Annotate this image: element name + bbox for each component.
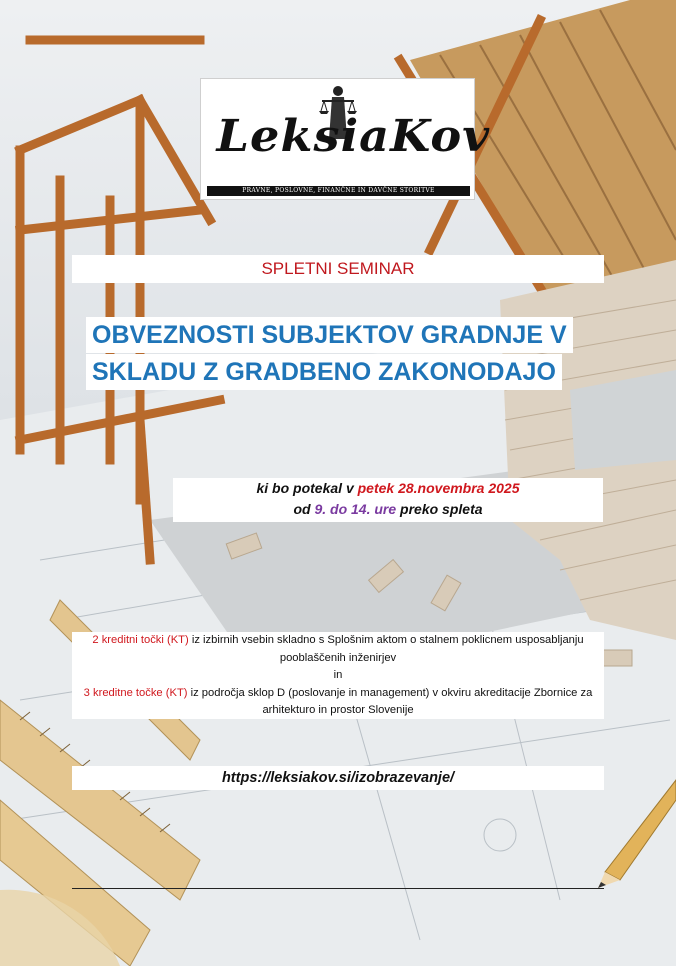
- schedule-from: od: [293, 501, 315, 517]
- credits-item-engineers: [72, 632, 604, 667]
- registration-link[interactable]: https://leksiakov.si/izobrazevanje/: [72, 766, 604, 790]
- logo: [200, 78, 491, 200]
- schedule-suffix: preko spleta: [396, 501, 483, 517]
- credits-text-a: iz izbirnih vsebin skladno s Splošnim aktom o stalnem poklicnem usposabljanju pooblaščenih inženirjev: [188, 634, 584, 664]
- schedule-date: petek 28.novembra 2025: [357, 480, 520, 496]
- schedule-hours-line: [173, 499, 603, 520]
- logo-tagline: PRAVNE, POSLOVNE, FINANČNE IN DAVČNE STORITVE: [207, 186, 470, 196]
- credits-item-architects: [72, 685, 604, 720]
- schedule-prefix: ki bo potekal v: [256, 480, 358, 496]
- schedule-box: [173, 478, 603, 522]
- credits-highlight-b: 3 kreditne točke (KT): [83, 686, 188, 699]
- credits-text-b: iz področja sklop D (poslovanje in management) v okviru akreditacije Zbornice za arhitekturo in prostor Slovenije: [187, 686, 593, 716]
- bottom-divider: [72, 888, 604, 889]
- logo-wordmark: LeksiaKov: [216, 111, 491, 162]
- title-line-2: SKLADU Z GRADBENO ZAKONODAJO: [86, 354, 562, 390]
- seminar-label: SPLETNI SEMINAR: [72, 255, 604, 283]
- title-line-1: OBVEZNOSTI SUBJEKTOV GRADNJE V: [86, 317, 573, 353]
- credits-connector: in: [333, 669, 343, 681]
- schedule-hours: 9. do 14. ure: [314, 501, 397, 517]
- credits-box: [72, 632, 604, 719]
- credits-highlight-a: 2 kreditni točki (KT): [92, 634, 189, 646]
- schedule-date-line: [173, 478, 603, 499]
